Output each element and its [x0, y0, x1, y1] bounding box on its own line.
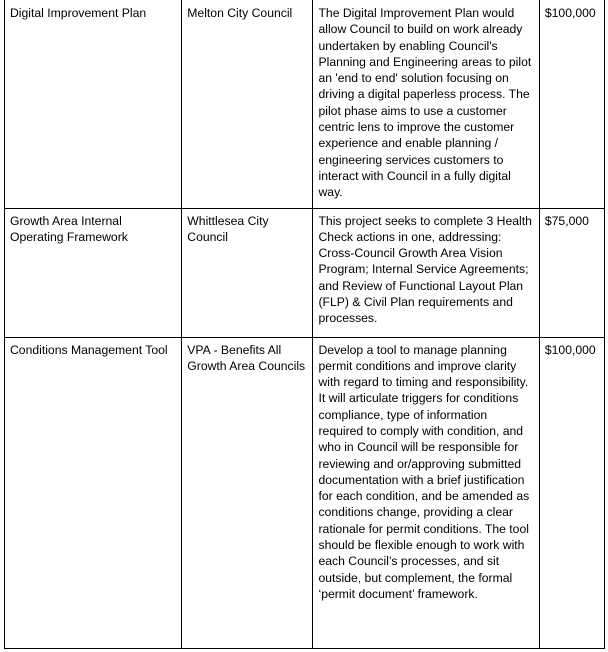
description-cell [313, 0, 539, 208]
council-name: Melton City Council [187, 6, 293, 20]
project-description: This project seeks to complete 3 Health Check actions in one, addressing: Cross-Council Growth Area Vision Program; Internal Service Agreements; and Review of Functional Layout Plan (FLP) & Civil Plan requirements and processes. [318, 213, 532, 326]
amount-cell [539, 0, 604, 208]
table-row [5, 337, 605, 648]
description-cell [313, 208, 539, 337]
project-name: Conditions Management Tool [10, 342, 168, 357]
amount-cell [539, 208, 604, 337]
project-description: Develop a tool to manage planning permit conditions and improve clarity with regard to timing and responsibility. It will articulate triggers for conditions compliance, type of information required to comply with condition, and who in Council will be responsible for reviewing and or/approving submitted documentation with a brief justification for each condition, and be amended as conditions change, providing a clear rationale for permit conditions. The tool should be flexible enough to work with each Council’s processes, and sit outside, but complement, the formal ‘permit document’ framework. [318, 342, 530, 601]
council-name: VPA - Benefits All Growth Area Councils [187, 342, 306, 373]
project-name-cell [5, 337, 182, 648]
description-cell [313, 337, 539, 648]
amount-cell [539, 337, 604, 648]
project-name: Growth Area Internal Operating Framework [10, 213, 128, 244]
council-cell [182, 208, 313, 337]
table-row [5, 208, 605, 337]
project-description: The Digital Improvement Plan would allow Council to build on work already undertaken by enabling Council's Planning and Engineering areas to pilot an 'end to end' solution focusing on driving a digital paperless process. The pilot phase aims to use a customer centric lens to improve the customer experience and enable planning / engineering services customers to interact with Council in a fully digital way. [318, 6, 532, 200]
council-name: Whittlesea City Council [187, 213, 269, 244]
council-cell [182, 337, 313, 648]
project-name-cell [5, 208, 182, 337]
funding-amount: $75,000 [544, 213, 589, 228]
table-row [5, 0, 605, 208]
council-cell [182, 0, 313, 208]
project-name-cell [5, 0, 182, 208]
funding-amount: $100,000 [544, 6, 596, 20]
funding-amount: $100,000 [544, 342, 596, 357]
project-name: Digital Improvement Plan [10, 6, 147, 20]
funded-projects-table [4, 0, 605, 649]
